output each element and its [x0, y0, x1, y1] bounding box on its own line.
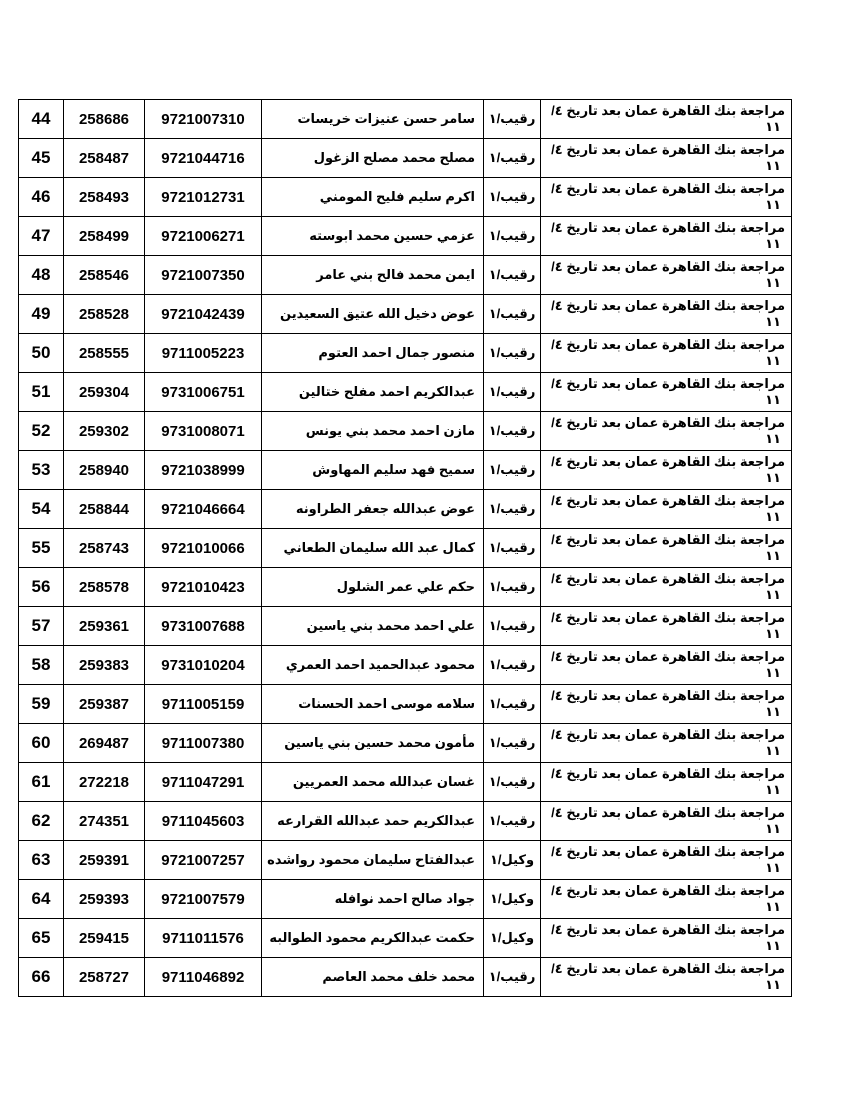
person-name-cell: علي احمد محمد بني ياسين: [262, 607, 484, 646]
rank-cell: رقيب/١: [484, 802, 541, 841]
row-number-cell: 45: [19, 139, 64, 178]
national-id-cell: 9721044716: [145, 139, 262, 178]
rank-cell: رقيب/١: [484, 958, 541, 997]
rank-cell: رقيب/١: [484, 490, 541, 529]
note-cell: [541, 295, 792, 334]
national-id-cell: 9721006271: [145, 217, 262, 256]
employee-code-cell: 258487: [64, 139, 145, 178]
note-cell: [541, 958, 792, 997]
row-number-cell: 46: [19, 178, 64, 217]
note-cell: [541, 256, 792, 295]
row-number-cell: 51: [19, 373, 64, 412]
note-line-2: ١١: [765, 626, 781, 641]
note-line-2: ١١: [765, 821, 781, 836]
national-id-cell: 9711005223: [145, 334, 262, 373]
table-row: [19, 529, 792, 568]
row-number-cell: 47: [19, 217, 64, 256]
person-name-cell: جواد صالح احمد نوافله: [262, 880, 484, 919]
national-id-cell: 9721010423: [145, 568, 262, 607]
table-row: [19, 373, 792, 412]
note-cell: [541, 178, 792, 217]
person-name-cell: عبدالفتاح سليمان محمود رواشده: [262, 841, 484, 880]
person-name-cell: سامر حسن عنيزات خريسات: [262, 100, 484, 139]
employee-code-cell: 258686: [64, 100, 145, 139]
row-number-cell: 59: [19, 685, 64, 724]
person-name-cell: حكمت عبدالكريم محمود الطوالبه: [262, 919, 484, 958]
national-id-cell: 9721007579: [145, 880, 262, 919]
rank-cell: وكيل/١: [484, 841, 541, 880]
row-number-cell: 61: [19, 763, 64, 802]
note-cell: [541, 451, 792, 490]
employee-code-cell: 258727: [64, 958, 145, 997]
national-id-cell: 9731006751: [145, 373, 262, 412]
note-line-2: ١١: [765, 860, 781, 875]
rank-cell: رقيب/١: [484, 334, 541, 373]
rank-cell: وكيل/١: [484, 919, 541, 958]
person-name-cell: عزمي حسين محمد ابوسته: [262, 217, 484, 256]
note-line-2: ١١: [765, 275, 781, 290]
employee-code-cell: 258940: [64, 451, 145, 490]
national-id-cell: 9721042439: [145, 295, 262, 334]
national-id-cell: 9721007310: [145, 100, 262, 139]
note-line-2: ١١: [765, 158, 781, 173]
note-line-2: ١١: [765, 899, 781, 914]
roster-table: [18, 99, 792, 997]
person-name-cell: سلامه موسى احمد الحسنات: [262, 685, 484, 724]
roster-table-body: [19, 100, 792, 997]
person-name-cell: عبدالكريم حمد عبدالله القرارعه: [262, 802, 484, 841]
note-cell: [541, 841, 792, 880]
rank-cell: رقيب/١: [484, 763, 541, 802]
note-line-1: مراجعة بنك القاهرة عمان بعد تاريخ ٤/: [551, 181, 785, 196]
row-number-cell: 52: [19, 412, 64, 451]
note-line-2: ١١: [765, 392, 781, 407]
note-cell: [541, 724, 792, 763]
employee-code-cell: 259391: [64, 841, 145, 880]
row-number-cell: 49: [19, 295, 64, 334]
employee-code-cell: 259302: [64, 412, 145, 451]
table-row: [19, 958, 792, 997]
person-name-cell: مازن احمد محمد بني يونس: [262, 412, 484, 451]
note-line-2: ١١: [765, 548, 781, 563]
rank-cell: رقيب/١: [484, 295, 541, 334]
note-cell: [541, 763, 792, 802]
note-cell: [541, 568, 792, 607]
row-number-cell: 65: [19, 919, 64, 958]
person-name-cell: محمود عبدالحميد احمد العمري: [262, 646, 484, 685]
rank-cell: رقيب/١: [484, 256, 541, 295]
table-row: [19, 685, 792, 724]
table-row: [19, 763, 792, 802]
row-number-cell: 60: [19, 724, 64, 763]
rank-cell: رقيب/١: [484, 451, 541, 490]
employee-code-cell: 259415: [64, 919, 145, 958]
table-row: [19, 139, 792, 178]
national-id-cell: 9731008071: [145, 412, 262, 451]
note-line-2: ١١: [765, 782, 781, 797]
row-number-cell: 54: [19, 490, 64, 529]
employee-code-cell: 274351: [64, 802, 145, 841]
employee-code-cell: 259361: [64, 607, 145, 646]
national-id-cell: 9711045603: [145, 802, 262, 841]
note-line-1: مراجعة بنك القاهرة عمان بعد تاريخ ٤/: [551, 415, 785, 430]
note-cell: [541, 685, 792, 724]
person-name-cell: عوض دخيل الله عتيق السعيدين: [262, 295, 484, 334]
note-cell: [541, 529, 792, 568]
person-name-cell: منصور جمال احمد العتوم: [262, 334, 484, 373]
employee-code-cell: 259383: [64, 646, 145, 685]
person-name-cell: عوض عبدالله جعفر الطراونه: [262, 490, 484, 529]
employee-code-cell: 258844: [64, 490, 145, 529]
note-line-1: مراجعة بنك القاهرة عمان بعد تاريخ ٤/: [551, 844, 785, 859]
table-row: [19, 880, 792, 919]
note-line-2: ١١: [765, 197, 781, 212]
note-line-1: مراجعة بنك القاهرة عمان بعد تاريخ ٤/: [551, 259, 785, 274]
row-number-cell: 44: [19, 100, 64, 139]
rank-cell: رقيب/١: [484, 100, 541, 139]
table-row: [19, 802, 792, 841]
table-row: [19, 568, 792, 607]
row-number-cell: 66: [19, 958, 64, 997]
person-name-cell: غسان عبدالله محمد العمريين: [262, 763, 484, 802]
note-cell: [541, 217, 792, 256]
note-line-1: مراجعة بنك القاهرة عمان بعد تاريخ ٤/: [551, 571, 785, 586]
note-line-1: مراجعة بنك القاهرة عمان بعد تاريخ ٤/: [551, 688, 785, 703]
employee-code-cell: 259387: [64, 685, 145, 724]
note-line-2: ١١: [765, 665, 781, 680]
note-line-2: ١١: [765, 977, 781, 992]
row-number-cell: 64: [19, 880, 64, 919]
row-number-cell: 53: [19, 451, 64, 490]
table-row: [19, 646, 792, 685]
national-id-cell: 9721007350: [145, 256, 262, 295]
note-line-1: مراجعة بنك القاهرة عمان بعد تاريخ ٤/: [551, 337, 785, 352]
note-line-1: مراجعة بنك القاهرة عمان بعد تاريخ ٤/: [551, 103, 785, 118]
note-line-2: ١١: [765, 236, 781, 251]
note-cell: [541, 919, 792, 958]
note-line-1: مراجعة بنك القاهرة عمان بعد تاريخ ٤/: [551, 532, 785, 547]
row-number-cell: 50: [19, 334, 64, 373]
employee-code-cell: 258528: [64, 295, 145, 334]
table-row: [19, 256, 792, 295]
table-row: [19, 178, 792, 217]
row-number-cell: 63: [19, 841, 64, 880]
row-number-cell: 58: [19, 646, 64, 685]
note-cell: [541, 646, 792, 685]
national-id-cell: 9711046892: [145, 958, 262, 997]
table-row: [19, 334, 792, 373]
person-name-cell: اكرم سليم فليح المومني: [262, 178, 484, 217]
row-number-cell: 55: [19, 529, 64, 568]
national-id-cell: 9711005159: [145, 685, 262, 724]
employee-code-cell: 269487: [64, 724, 145, 763]
note-line-1: مراجعة بنك القاهرة عمان بعد تاريخ ٤/: [551, 298, 785, 313]
employee-code-cell: 272218: [64, 763, 145, 802]
person-name-cell: سميح فهد سليم المهاوش: [262, 451, 484, 490]
employee-code-cell: 258578: [64, 568, 145, 607]
national-id-cell: 9731010204: [145, 646, 262, 685]
employee-code-cell: 258743: [64, 529, 145, 568]
person-name-cell: كمال عبد الله سليمان الطعاني: [262, 529, 484, 568]
rank-cell: رقيب/١: [484, 412, 541, 451]
row-number-cell: 56: [19, 568, 64, 607]
note-line-2: ١١: [765, 353, 781, 368]
rank-cell: رقيب/١: [484, 685, 541, 724]
note-line-2: ١١: [765, 587, 781, 602]
note-cell: [541, 607, 792, 646]
table-row: [19, 412, 792, 451]
table-row: [19, 451, 792, 490]
rank-cell: رقيب/١: [484, 178, 541, 217]
note-line-1: مراجعة بنك القاهرة عمان بعد تاريخ ٤/: [551, 142, 785, 157]
note-line-1: مراجعة بنك القاهرة عمان بعد تاريخ ٤/: [551, 922, 785, 937]
note-cell: [541, 334, 792, 373]
note-cell: [541, 139, 792, 178]
row-number-cell: 57: [19, 607, 64, 646]
note-line-2: ١١: [765, 470, 781, 485]
employee-code-cell: 258555: [64, 334, 145, 373]
table-row: [19, 724, 792, 763]
row-number-cell: 62: [19, 802, 64, 841]
rank-cell: رقيب/١: [484, 724, 541, 763]
person-name-cell: عبدالكريم احمد مفلح ختالين: [262, 373, 484, 412]
note-line-2: ١١: [765, 431, 781, 446]
person-name-cell: حكم علي عمر الشلول: [262, 568, 484, 607]
national-id-cell: 9731007688: [145, 607, 262, 646]
rank-cell: وكيل/١: [484, 880, 541, 919]
note-line-1: مراجعة بنك القاهرة عمان بعد تاريخ ٤/: [551, 805, 785, 820]
note-line-2: ١١: [765, 314, 781, 329]
national-id-cell: 9721046664: [145, 490, 262, 529]
note-line-1: مراجعة بنك القاهرة عمان بعد تاريخ ٤/: [551, 766, 785, 781]
note-cell: [541, 880, 792, 919]
national-id-cell: 9711007380: [145, 724, 262, 763]
note-line-1: مراجعة بنك القاهرة عمان بعد تاريخ ٤/: [551, 454, 785, 469]
note-line-1: مراجعة بنك القاهرة عمان بعد تاريخ ٤/: [551, 727, 785, 742]
person-name-cell: محمد خلف محمد العاصم: [262, 958, 484, 997]
employee-code-cell: 258499: [64, 217, 145, 256]
rank-cell: رقيب/١: [484, 607, 541, 646]
note-line-1: مراجعة بنك القاهرة عمان بعد تاريخ ٤/: [551, 220, 785, 235]
table-row: [19, 490, 792, 529]
note-line-1: مراجعة بنك القاهرة عمان بعد تاريخ ٤/: [551, 883, 785, 898]
national-id-cell: 9711011576: [145, 919, 262, 958]
national-id-cell: 9721007257: [145, 841, 262, 880]
rank-cell: رقيب/١: [484, 139, 541, 178]
rank-cell: رقيب/١: [484, 646, 541, 685]
employee-code-cell: 259393: [64, 880, 145, 919]
national-id-cell: 9721038999: [145, 451, 262, 490]
note-line-1: مراجعة بنك القاهرة عمان بعد تاريخ ٤/: [551, 376, 785, 391]
person-name-cell: مأمون محمد حسين بني ياسين: [262, 724, 484, 763]
table-row: [19, 607, 792, 646]
note-cell: [541, 412, 792, 451]
table-row: [19, 295, 792, 334]
rank-cell: رقيب/١: [484, 568, 541, 607]
table-row: [19, 919, 792, 958]
table-row: [19, 100, 792, 139]
person-name-cell: ايمن محمد فالح بني عامر: [262, 256, 484, 295]
employee-code-cell: 258493: [64, 178, 145, 217]
national-id-cell: 9721012731: [145, 178, 262, 217]
rank-cell: رقيب/١: [484, 373, 541, 412]
national-id-cell: 9711047291: [145, 763, 262, 802]
note-line-2: ١١: [765, 704, 781, 719]
row-number-cell: 48: [19, 256, 64, 295]
employee-code-cell: 258546: [64, 256, 145, 295]
note-line-2: ١١: [765, 509, 781, 524]
employee-code-cell: 259304: [64, 373, 145, 412]
national-id-cell: 9721010066: [145, 529, 262, 568]
note-line-1: مراجعة بنك القاهرة عمان بعد تاريخ ٤/: [551, 610, 785, 625]
note-line-1: مراجعة بنك القاهرة عمان بعد تاريخ ٤/: [551, 493, 785, 508]
note-line-1: مراجعة بنك القاهرة عمان بعد تاريخ ٤/: [551, 961, 785, 976]
note-line-2: ١١: [765, 743, 781, 758]
person-name-cell: مصلح محمد مصلح الزغول: [262, 139, 484, 178]
table-row: [19, 841, 792, 880]
note-cell: [541, 802, 792, 841]
table-row: [19, 217, 792, 256]
note-cell: [541, 373, 792, 412]
rank-cell: رقيب/١: [484, 529, 541, 568]
note-cell: [541, 100, 792, 139]
note-line-2: ١١: [765, 938, 781, 953]
rank-cell: رقيب/١: [484, 217, 541, 256]
note-cell: [541, 490, 792, 529]
note-line-2: ١١: [765, 119, 781, 134]
note-line-1: مراجعة بنك القاهرة عمان بعد تاريخ ٤/: [551, 649, 785, 664]
